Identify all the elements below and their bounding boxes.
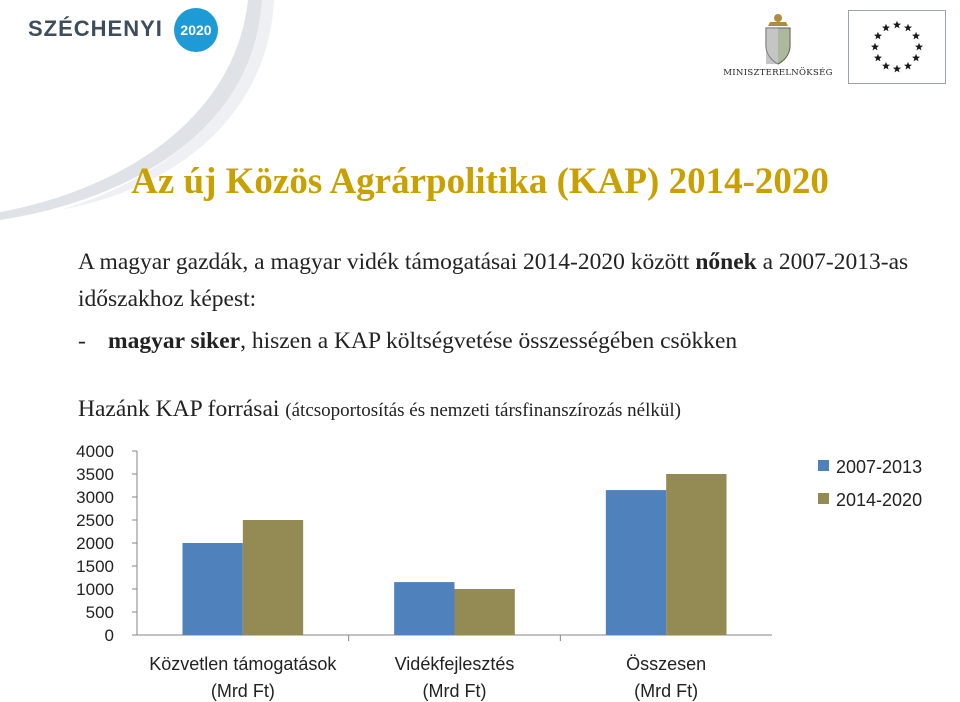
y-tick-label: 2000 [76,534,114,553]
bullet-rest: , hiszen a KAP költségvetése összességében csökken [240,328,738,354]
bullet-dash: - [78,328,86,354]
subtitle-main: Hazánk KAP forrásai [78,396,286,422]
intro-bold: nőnek [695,249,757,275]
bar-2007-2013 [183,543,243,635]
intro-text [78,244,948,318]
ministry-logo [722,8,834,88]
bar-2007-2013 [606,490,666,635]
eu-star-icon [874,32,882,40]
intro-part1: A magyar gazdák, a magyar vidék támogatásai 2014-2020 között [78,249,696,275]
logo-text: SZÉCHENYI [28,16,163,41]
y-tick-label: 4000 [76,442,114,461]
x-category-label: (Mrd Ft) [422,681,487,701]
eu-star-icon [893,65,901,73]
y-tick-label: 0 [104,626,114,645]
page-title: Az új Közös Agrárpolitika (KAP) 2014-2020 [131,161,829,202]
eu-star-icon [882,24,890,32]
logo-year-badge: 2020 [174,8,218,52]
ministry-label: MINISZTERELNÖKSÉG [723,68,833,78]
y-tick-label: 3500 [76,465,114,484]
bullet-item [78,328,948,355]
chart-subtitle [78,396,681,423]
y-tick-label: 2500 [76,511,114,530]
bar-2014-2020 [243,520,303,635]
eu-star-icon [874,54,882,62]
eu-star-icon [912,54,920,62]
y-tick-label: 1000 [76,580,114,599]
x-category-label: Közvetlen támogatások [149,654,337,674]
bar-chart [0,440,960,702]
legend-swatch [818,493,829,504]
subtitle-note: (átcsoportosítás és nemzeti társfinanszírozás nélkül) [285,400,681,421]
x-category-label: (Mrd Ft) [210,681,275,701]
x-category-label: (Mrd Ft) [634,681,699,701]
eu-star-icon [893,21,901,29]
y-tick-label: 3000 [76,488,114,507]
bar-2014-2020 [666,474,726,635]
legend-swatch [818,460,829,471]
eu-star-icon [904,62,912,70]
bullet-bold: magyar siker [108,328,241,354]
eu-star-icon [882,62,890,70]
legend-label: 2007-2013 [836,457,923,477]
eu-flag [848,10,946,84]
bar-2007-2013 [394,582,454,635]
eu-star-icon [904,24,912,32]
x-category-label: Összesen [626,654,707,674]
eu-star-icon [915,43,923,51]
y-tick-label: 1500 [76,557,114,576]
y-tick-label: 500 [85,603,114,622]
intro-part2: a 2007-2013-as időszakhoz képest: [78,249,909,312]
x-category-label: Vidékfejlesztés [394,654,515,674]
bar-2014-2020 [455,589,515,635]
eu-star-icon [912,32,920,40]
eu-star-icon [871,43,879,51]
coat-of-arms-icon [722,8,834,66]
szechenyi-logo [28,8,212,56]
legend-label: 2014-2020 [836,490,923,510]
eu-stars-icon [849,11,945,83]
